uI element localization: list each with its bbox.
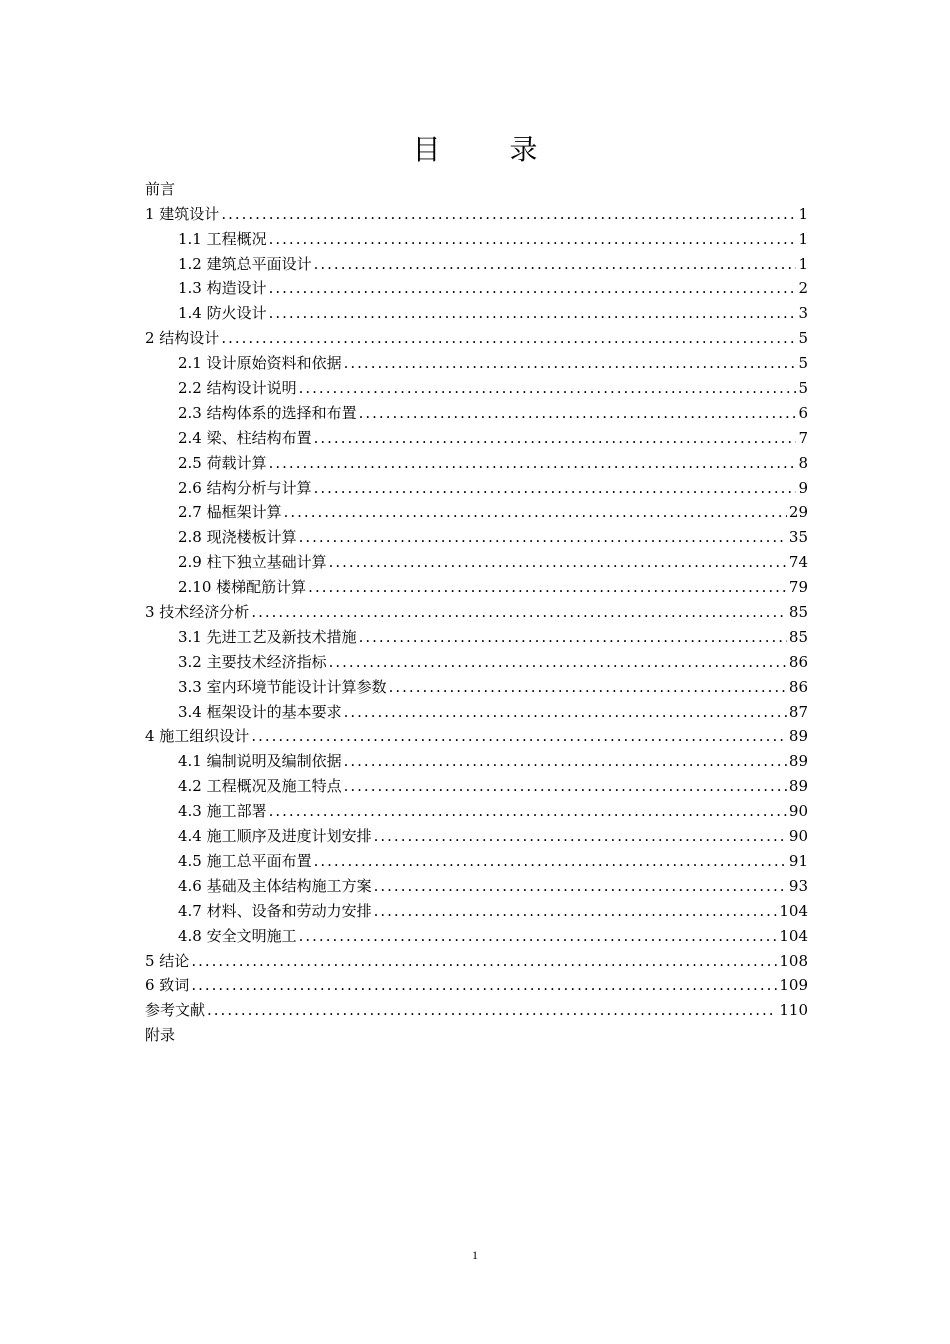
toc-entry-title: 3 技术经济分析 <box>145 603 250 622</box>
toc-entry-page: 90 <box>788 827 808 846</box>
toc-entry[interactable] <box>145 921 808 946</box>
toc-entry-title: 2.7 榀框架计算 <box>178 503 282 522</box>
toc-leader-dots <box>221 328 796 348</box>
toc-entry[interactable] <box>145 473 808 498</box>
toc-entry-title: 2.6 结构分析与计算 <box>178 478 312 497</box>
toc-entry-page: 1 <box>798 254 808 273</box>
table-of-contents <box>145 174 808 1045</box>
toc-entry-title: 附录 <box>145 1026 176 1045</box>
toc-leader-dots <box>374 826 787 846</box>
toc-entry-title: 4.4 施工顺序及进度计划安排 <box>178 827 372 846</box>
toc-entry-title: 4.8 安全文明施工 <box>178 926 297 945</box>
toc-entry[interactable] <box>145 572 808 597</box>
toc-entry-page: 89 <box>788 777 808 796</box>
toc-leader-dots <box>374 876 787 896</box>
toc-entry-title: 2.9 柱下独立基础计算 <box>178 553 327 572</box>
toc-entry[interactable] <box>145 672 808 697</box>
toc-leader-dots <box>344 702 787 722</box>
toc-entry-title: 2.2 结构设计说明 <box>178 379 297 398</box>
toc-entry-page: 87 <box>788 702 808 721</box>
toc-leader-dots <box>299 926 778 946</box>
toc-entry[interactable] <box>145 249 808 274</box>
toc-entry-page: 110 <box>779 1001 808 1020</box>
toc-entry-title: 参考文献 <box>145 1001 206 1020</box>
toc-entry[interactable] <box>145 174 808 199</box>
toc-entry-page: 90 <box>788 802 808 821</box>
toc-entry-title: 4.6 基础及主体结构施工方案 <box>178 876 372 895</box>
toc-entry-page: 8 <box>798 453 808 472</box>
toc-entry-title: 1.2 建筑总平面设计 <box>178 254 312 273</box>
toc-entry-page: 104 <box>779 926 808 945</box>
toc-entry[interactable] <box>145 448 808 473</box>
toc-leader-dots <box>344 353 797 373</box>
toc-leader-dots <box>359 403 797 423</box>
toc-entry[interactable] <box>145 971 808 996</box>
toc-leader-dots <box>389 677 787 697</box>
toc-entry-page: 7 <box>798 428 808 447</box>
toc-entry-title: 2.4 梁、柱结构布置 <box>178 428 312 447</box>
toc-entry-title: 4.2 工程概况及施工特点 <box>178 777 342 796</box>
toc-entry-page: 35 <box>788 528 808 547</box>
toc-entry-page: 89 <box>788 752 808 771</box>
toc-entry-page: 5 <box>798 379 808 398</box>
toc-entry-page: 3 <box>798 304 808 323</box>
toc-entry[interactable] <box>145 498 808 523</box>
toc-entry-page: 85 <box>788 603 808 622</box>
toc-entry[interactable] <box>145 622 808 647</box>
toc-entry-title: 前言 <box>145 179 176 198</box>
toc-entry-title: 2.5 荷载计算 <box>178 453 267 472</box>
toc-entry-page: 86 <box>788 652 808 671</box>
toc-entry-title: 3.2 主要技术经济指标 <box>178 652 327 671</box>
toc-entry-page: 2 <box>798 279 808 298</box>
toc-entry-title: 2.1 设计原始资料和依据 <box>178 354 342 373</box>
toc-leader-dots <box>308 577 787 597</box>
toc-entry-page: 6 <box>798 403 808 422</box>
toc-entry[interactable] <box>145 846 808 871</box>
toc-entry[interactable] <box>145 348 808 373</box>
toc-entry-title: 4 施工组织设计 <box>145 727 250 746</box>
toc-leader-dots <box>191 951 777 971</box>
toc-entry-page: 86 <box>788 677 808 696</box>
toc-entry-page: 29 <box>788 503 808 522</box>
toc-leader-dots <box>269 303 797 323</box>
toc-entry[interactable] <box>145 771 808 796</box>
toc-entry[interactable] <box>145 373 808 398</box>
toc-leader-dots <box>269 801 787 821</box>
toc-leader-dots <box>251 602 787 622</box>
toc-leader-dots <box>359 627 787 647</box>
toc-leader-dots <box>329 552 787 572</box>
toc-entry-page: 109 <box>779 976 808 995</box>
page-title: 目 录 <box>412 133 568 166</box>
toc-leader-dots <box>251 726 787 746</box>
toc-leader-dots <box>374 901 778 921</box>
toc-entry[interactable] <box>145 597 808 622</box>
toc-entry-title: 4.7 材料、设备和劳动力安排 <box>178 901 372 920</box>
toc-entry-title: 3.4 框架设计的基本要求 <box>178 702 342 721</box>
toc-entry[interactable] <box>145 547 808 572</box>
toc-entry[interactable] <box>145 1020 808 1045</box>
toc-entry-title: 1.1 工程概况 <box>178 229 267 248</box>
toc-entry-page: 79 <box>788 578 808 597</box>
toc-leader-dots <box>221 204 796 224</box>
toc-entry[interactable] <box>145 522 808 547</box>
toc-leader-dots <box>299 527 787 547</box>
toc-entry[interactable] <box>145 697 808 722</box>
toc-entry-page: 85 <box>788 627 808 646</box>
toc-entry-title: 5 结论 <box>145 951 190 970</box>
toc-leader-dots <box>269 278 797 298</box>
toc-leader-dots <box>284 502 787 522</box>
toc-entry-title: 1.3 构造设计 <box>178 279 267 298</box>
toc-entry-page: 104 <box>779 901 808 920</box>
toc-leader-dots <box>314 254 797 274</box>
toc-entry[interactable] <box>145 398 808 423</box>
toc-entry-page: 91 <box>788 851 808 870</box>
toc-entry-title: 1 建筑设计 <box>145 204 220 223</box>
toc-entry[interactable] <box>145 199 808 224</box>
page-number: 1 <box>472 1248 478 1262</box>
toc-entry-title: 4.3 施工部署 <box>178 802 267 821</box>
toc-entry-title: 1.4 防火设计 <box>178 304 267 323</box>
toc-entry-title: 2.8 现浇楼板计算 <box>178 528 297 547</box>
toc-leader-dots <box>344 776 787 796</box>
toc-entry-page: 108 <box>779 951 808 970</box>
toc-entry[interactable] <box>145 896 808 921</box>
toc-entry[interactable] <box>145 722 808 747</box>
toc-entry-page: 5 <box>798 354 808 373</box>
toc-entry-title: 2.10 楼梯配筋计算 <box>178 578 307 597</box>
toc-entry[interactable] <box>145 821 808 846</box>
toc-entry[interactable] <box>145 323 808 348</box>
toc-leader-dots <box>314 478 797 498</box>
toc-entry[interactable] <box>145 274 808 299</box>
toc-entry-title: 3.1 先进工艺及新技术措施 <box>178 627 357 646</box>
toc-entry[interactable] <box>145 995 808 1020</box>
toc-entry-title: 2.3 结构体系的选择和布置 <box>178 403 357 422</box>
toc-entry-page: 1 <box>798 204 808 223</box>
toc-entry-page: 93 <box>788 876 808 895</box>
toc-entry-page: 1 <box>798 229 808 248</box>
toc-entry-page: 9 <box>798 478 808 497</box>
toc-leader-dots <box>269 229 797 249</box>
toc-entry[interactable] <box>145 298 808 323</box>
toc-leader-dots <box>314 851 787 871</box>
toc-entry-title: 4.1 编制说明及编制依据 <box>178 752 342 771</box>
toc-entry-title: 3.3 室内环境节能设计计算参数 <box>178 677 387 696</box>
toc-leader-dots <box>344 751 787 771</box>
toc-entry-page: 74 <box>788 553 808 572</box>
toc-entry[interactable] <box>145 224 808 249</box>
toc-leader-dots <box>314 428 797 448</box>
toc-entry-title: 2 结构设计 <box>145 329 220 348</box>
toc-entry[interactable] <box>145 746 808 771</box>
toc-leader-dots <box>329 652 787 672</box>
toc-leader-dots <box>207 1000 777 1020</box>
toc-leader-dots <box>269 453 797 473</box>
toc-entry-page: 89 <box>788 727 808 746</box>
toc-entry[interactable] <box>145 647 808 672</box>
toc-entry-title: 4.5 施工总平面布置 <box>178 851 312 870</box>
toc-entry[interactable] <box>145 423 808 448</box>
toc-leader-dots <box>299 378 797 398</box>
toc-entry-page: 5 <box>798 329 808 348</box>
toc-entry[interactable] <box>145 871 808 896</box>
toc-leader-dots <box>191 975 777 995</box>
toc-entry[interactable] <box>145 946 808 971</box>
toc-entry-title: 6 致词 <box>145 976 190 995</box>
toc-entry[interactable] <box>145 796 808 821</box>
